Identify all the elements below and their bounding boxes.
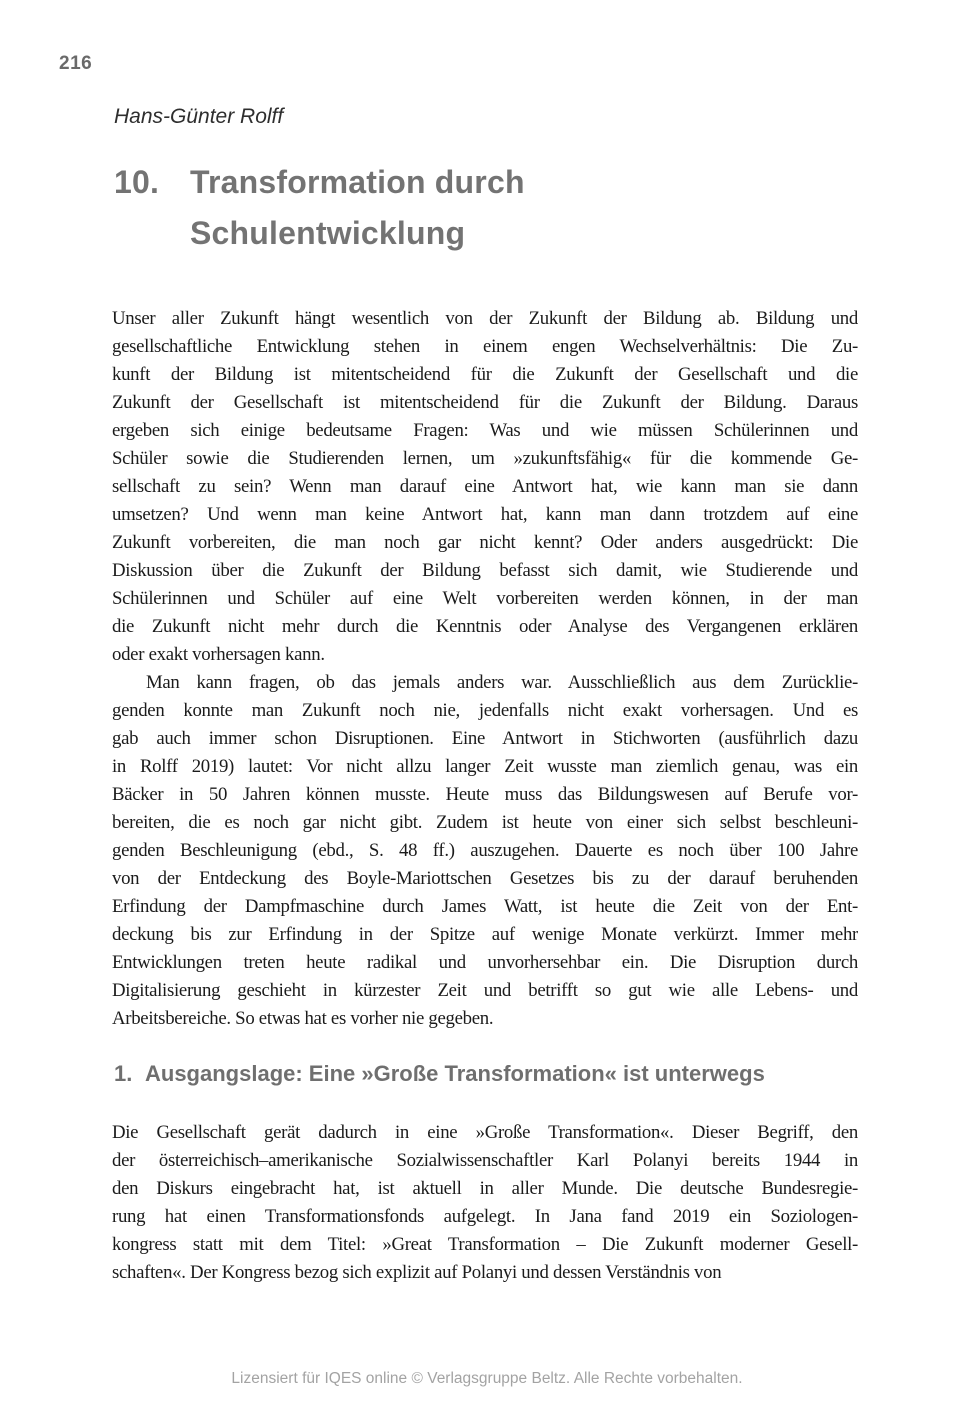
text-line: Entwicklungen treten heute radikal und unvorhersehbar ein. Die Disruption durch <box>112 952 858 973</box>
text-line: kongress statt mit dem Titel: »Great Transformation – Die Zukunft moderner Gesell- <box>112 1234 858 1255</box>
text-line: den Diskurs eingebracht hat, ist aktuell in aller Munde. Die deutsche Bundesregie- <box>112 1178 858 1199</box>
paragraph-transformation <box>112 1119 858 1287</box>
chapter-title-line-2: Schulentwicklung <box>190 215 466 251</box>
article-body-section-1 <box>112 1119 858 1287</box>
text-line: gesellschaftliche Entwicklung stehen in einem engen Wechselverhältnis: Die Zu- <box>112 336 858 357</box>
author-name: Hans-Günter Rolff <box>114 105 284 128</box>
text-line: Arbeitsbereiche. So etwas hat es vorher nie gegeben. <box>112 1008 494 1029</box>
chapter-number: 10. <box>114 164 160 200</box>
text-line: der österreichisch–amerikanische Sozialwissenschaftler Karl Polanyi bereits 1944 in <box>112 1150 858 1171</box>
text-line: Zukunft vorbereiten, die man noch gar nicht kennt? Oder anders ausgedrückt: Die <box>112 532 858 553</box>
text-line: ergeben sich einige bedeutsame Fragen: Was und wie müssen Schülerinnen und <box>112 420 858 441</box>
text-line: in Rolff 2019) lautet: Vor nicht allzu langer Zeit wusste man ziemlich genau, was ein <box>112 756 858 777</box>
paragraph-disruption <box>112 669 858 1033</box>
text-line: genden konnte man Zukunft noch nie, jedenfalls nicht exakt vorhersagen. Und es <box>112 700 858 721</box>
text-line: oder exakt vorhersagen kann. <box>112 644 325 665</box>
chapter-title <box>190 157 525 259</box>
page-number: 216 <box>59 53 93 74</box>
text-line: deckung bis zur Erfindung in der Spitze auf wenige Monate verkürzt. Immer mehr <box>112 924 858 945</box>
text-line: Die Gesellschaft gerät dadurch in eine »Große Transformation«. Dieser Begriff, den <box>112 1122 858 1143</box>
text-line: gab auch immer schon Disruptionen. Eine Antwort in Stichworten (ausführlich dazu <box>112 728 858 749</box>
text-line: Erfindung der Dampfmaschine durch James Watt, ist heute die Zeit von der Ent- <box>112 896 858 917</box>
text-line: von der Entdeckung des Boyle-Mariottschen Gesetzes bis zu der darauf beruhenden <box>112 868 858 889</box>
text-line: rung hat einen Transformationsfonds aufgelegt. In Jana fand 2019 ein Soziologen- <box>112 1206 858 1227</box>
footer-license-text: Lizensiert für IQES online © Verlagsgruppe Beltz. Alle Rechte vorbehalten. <box>231 1370 743 1387</box>
text-line: Diskussion über die Zukunft der Bildung befasst sich damit, wie Studierende und <box>112 560 858 581</box>
section-heading <box>114 1059 765 1089</box>
text-line: schaften«. Der Kongress bezog sich explizit auf Polanyi und dessen Verständnis von <box>112 1262 722 1283</box>
text-line: Schüler sowie die Studierenden lernen, um »zukunftsfähig« für die kommende Ge- <box>112 448 858 469</box>
text-line: genden Beschleunigung (ebd., S. 48 ff.) auszugehen. Dauerte es noch über 100 Jahre <box>112 840 858 861</box>
text-line: Man kann fragen, ob das jemals anders war. Ausschließlich aus dem Zurücklie- <box>146 672 858 693</box>
text-line: Schülerinnen und Schüler auf eine Welt vorbereiten werden können, in der man <box>112 588 858 609</box>
text-line: umsetzen? Und wenn man keine Antwort hat, kann man dann trotzdem auf eine <box>112 504 858 525</box>
text-line: bereiten, die es noch gar nicht gibt. Zudem ist heute von einer sich selbst beschleuni- <box>112 812 858 833</box>
section-title: Ausgangslage: Eine »Große Transformation« ist unterwegs <box>145 1061 765 1086</box>
article-body <box>112 305 858 1033</box>
text-line: die Zukunft nicht mehr durch die Kenntnis oder Analyse des Vergangenen erklären <box>112 616 858 637</box>
text-line: kunft der Bildung ist mitentscheidend für die Zukunft der Gesellschaft und die <box>112 364 858 385</box>
text-line: Digitalisierung geschieht in kürzester Zeit und betrifft so gut wie alle Lebens- und <box>112 980 858 1001</box>
text-line: Bäcker in 50 Jahren können musste. Heute muss das Bildungswesen auf Berufe vor- <box>112 784 858 805</box>
text-line: sellschaft zu sein? Wenn man darauf eine Antwort hat, wie kann man sie dann <box>112 476 858 497</box>
text-line: Zukunft der Gesellschaft ist mitentscheidend für die Zukunft der Bildung. Daraus <box>112 392 858 413</box>
paragraph-intro <box>112 305 858 669</box>
section-number: 1. <box>114 1061 133 1086</box>
chapter-title-line-1: Transformation durch <box>190 164 525 200</box>
chapter-heading <box>114 157 525 259</box>
text-line: Unser aller Zukunft hängt wesentlich von der Zukunft der Bildung ab. Bildung und <box>112 308 858 329</box>
